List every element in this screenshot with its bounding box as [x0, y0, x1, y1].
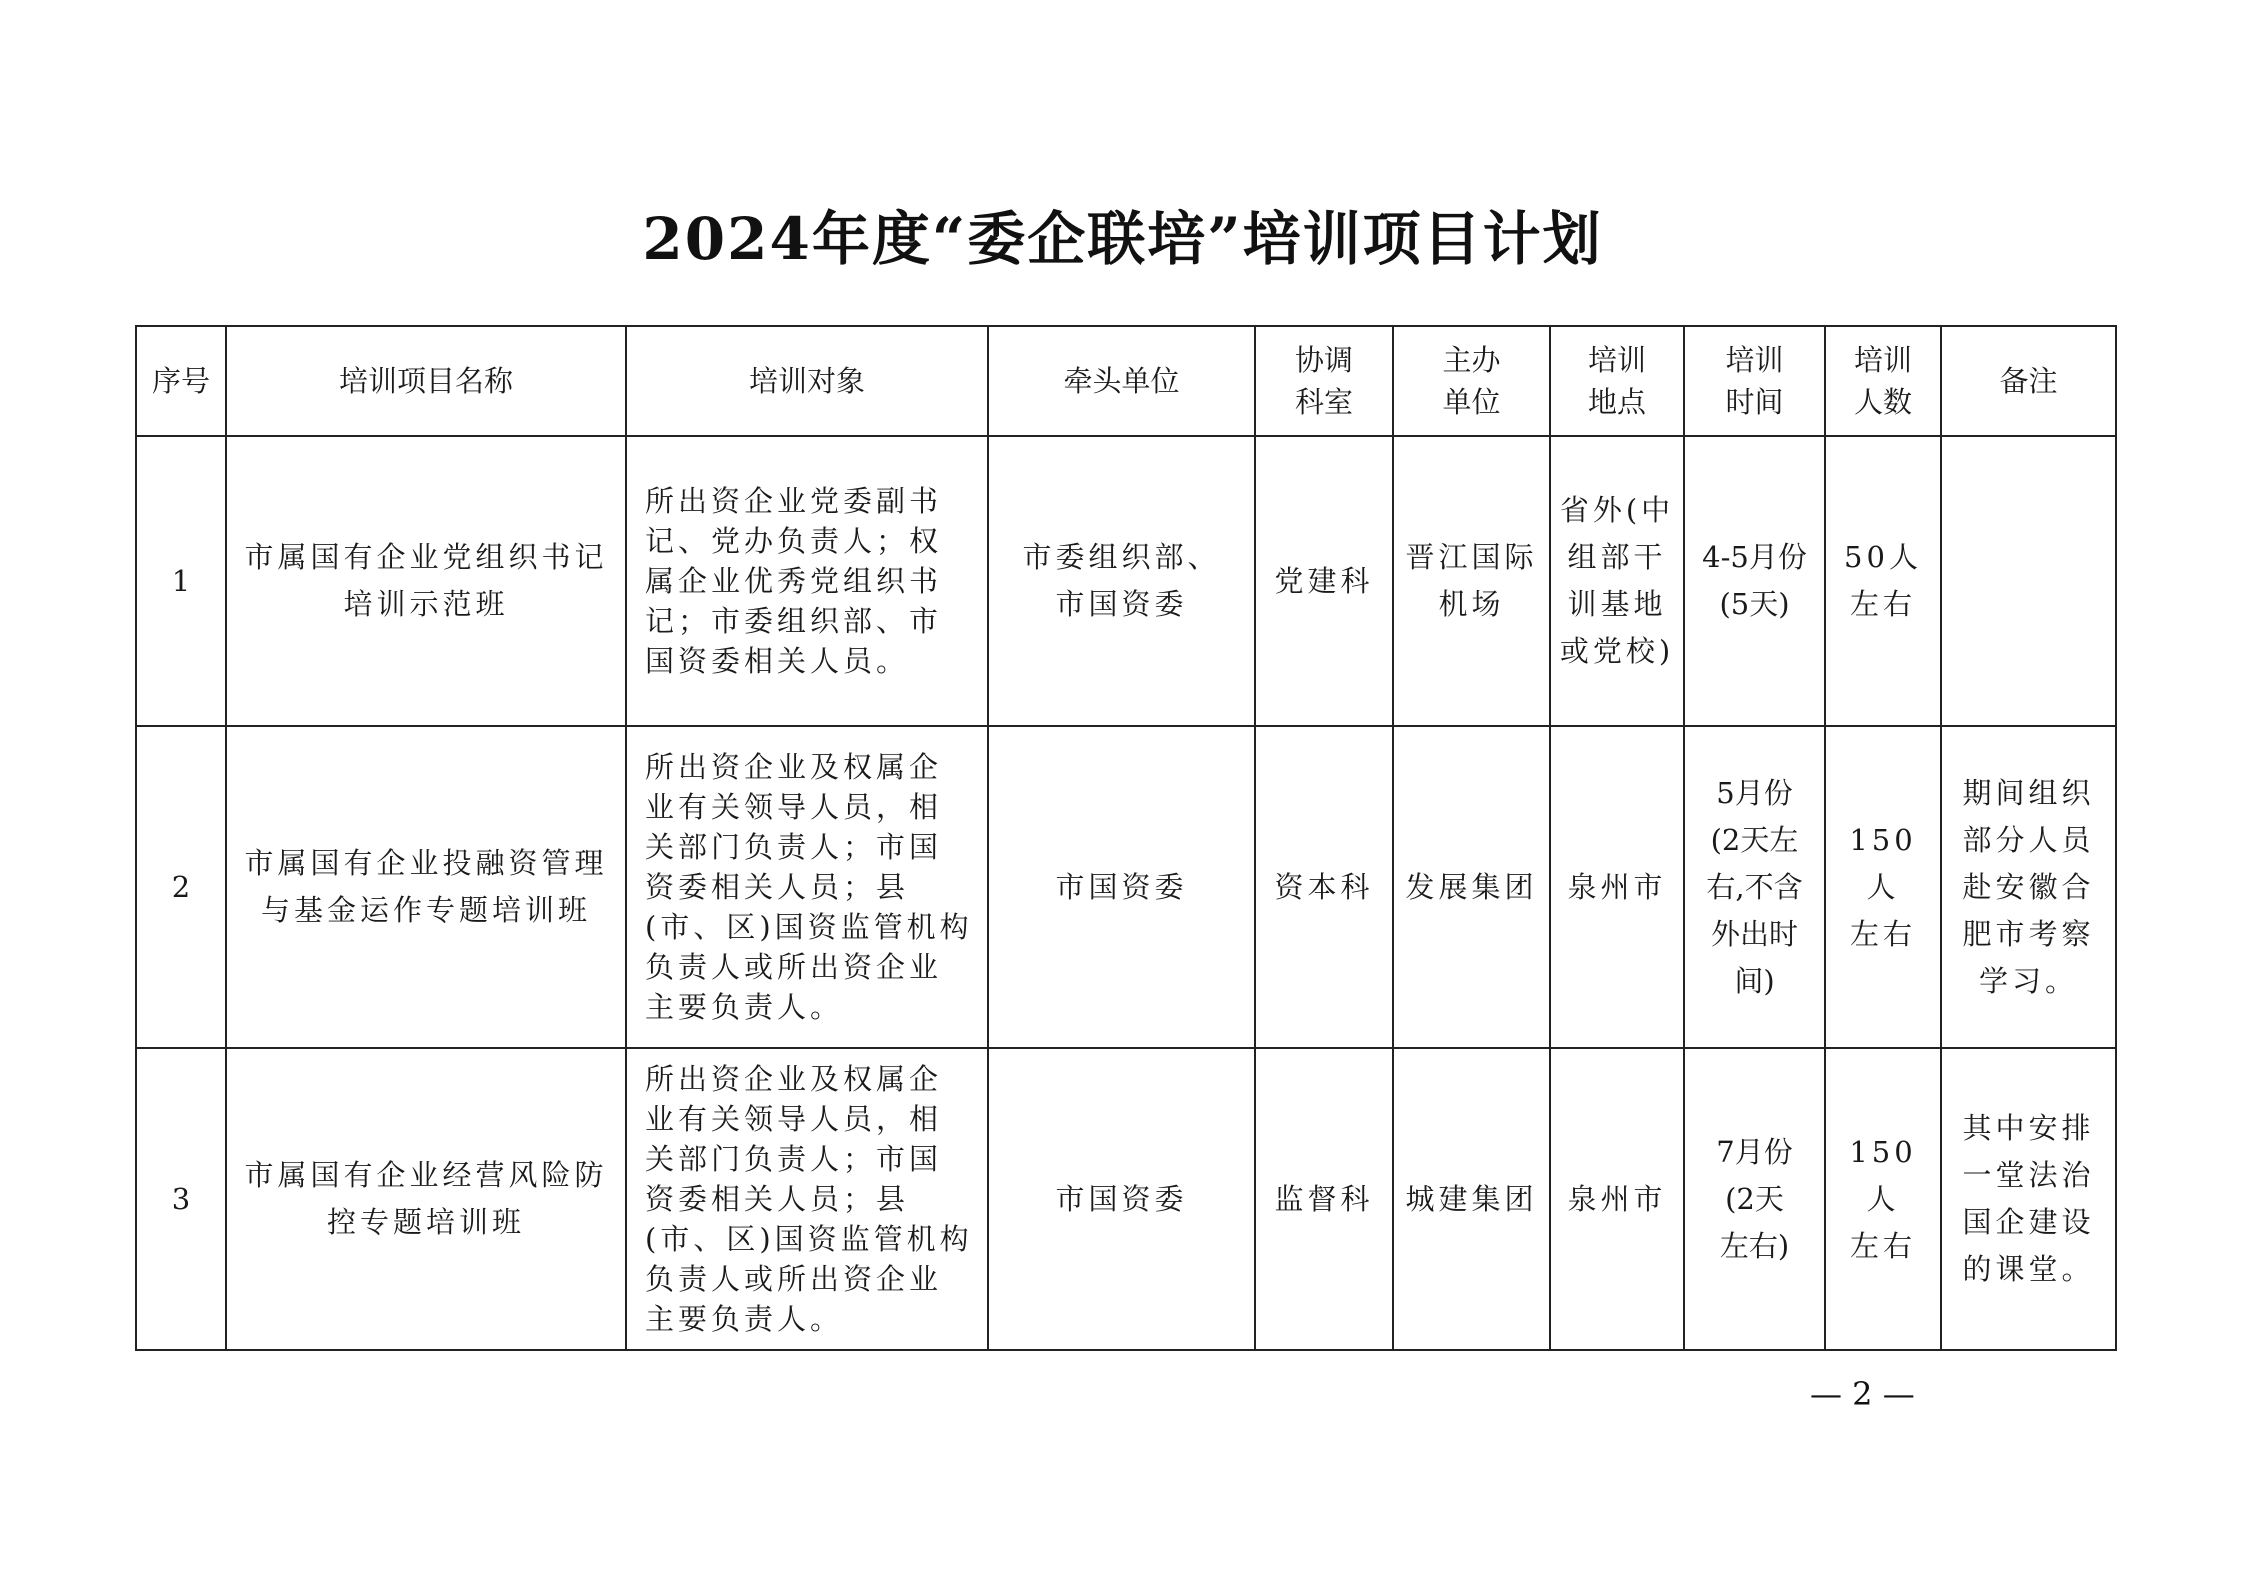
cell-note: [1941, 436, 2116, 726]
cell-host: 晋江国际 机场: [1393, 436, 1550, 726]
cell-location: 泉州市: [1550, 726, 1684, 1048]
table-header-row: [136, 326, 2116, 436]
table-row: [136, 726, 2116, 1048]
page-title: 2024年度“委企联培”培训项目计划: [642, 205, 1603, 273]
cell-dept: 党建科: [1255, 436, 1393, 726]
cell-target: 所出资企业及权属企业有关领导人员，相关部门负责人；市国资委相关人员；县(市、区)国资监管机构负责人或所出资企业主要负责人。: [626, 1048, 988, 1350]
cell-note: 期间组织 部分人员 赴安徽合 肥市考察 学习。: [1941, 726, 2116, 1048]
cell-name: 市属国有企业党组织书记 培训示范班: [226, 436, 626, 726]
cell-location: 省外(中 组部干 训基地 或党校): [1550, 436, 1684, 726]
cell-people: 50人 左右: [1825, 436, 1941, 726]
cell-note: 其中安排 一堂法治 国企建设 的课堂。: [1941, 1048, 2116, 1350]
header-cell-note: 备注: [1941, 326, 2116, 436]
cell-no: 1: [136, 436, 226, 726]
header-cell-name: 培训项目名称: [226, 326, 626, 436]
cell-no: 3: [136, 1048, 226, 1350]
header-cell-people: 培训 人数: [1825, 326, 1941, 436]
cell-people: 150人 左右: [1825, 726, 1941, 1048]
cell-dept: 监督科: [1255, 1048, 1393, 1350]
cell-host: 城建集团: [1393, 1048, 1550, 1350]
header-cell-target: 培训对象: [626, 326, 988, 436]
header-cell-time: 培训 时间: [1684, 326, 1825, 436]
cell-location: 泉州市: [1550, 1048, 1684, 1350]
cell-lead: 市委组织部、 市国资委: [988, 436, 1255, 726]
page-number: — 2 —: [1810, 1375, 1915, 1413]
training-plan-table: [135, 325, 2117, 1351]
cell-time: 7月份 (2天 左右): [1684, 1048, 1825, 1350]
cell-name: 市属国有企业投融资管理 与基金运作专题培训班: [226, 726, 626, 1048]
cell-people: 150人 左右: [1825, 1048, 1941, 1350]
table-row: [136, 436, 2116, 726]
cell-host: 发展集团: [1393, 726, 1550, 1048]
cell-target: 所出资企业及权属企业有关领导人员，相关部门负责人；市国资委相关人员；县(市、区)国资监管机构负责人或所出资企业主要负责人。: [626, 726, 988, 1048]
cell-time: 5月份 (2天左 右,不含 外出时 间): [1684, 726, 1825, 1048]
header-cell-host: 主办 单位: [1393, 326, 1550, 436]
cell-dept: 资本科: [1255, 726, 1393, 1048]
header-cell-dept: 协调 科室: [1255, 326, 1393, 436]
cell-lead: 市国资委: [988, 1048, 1255, 1350]
cell-name: 市属国有企业经营风险防 控专题培训班: [226, 1048, 626, 1350]
cell-time: 4-5月份 (5天): [1684, 436, 1825, 726]
header-cell-no: 序号: [136, 326, 226, 436]
header-cell-location: 培训 地点: [1550, 326, 1684, 436]
table-row: [136, 1048, 2116, 1350]
header-cell-lead: 牵头单位: [988, 326, 1255, 436]
cell-no: 2: [136, 726, 226, 1048]
cell-lead: 市国资委: [988, 726, 1255, 1048]
cell-target: 所出资企业党委副书记、党办负责人；权属企业优秀党组织书记；市委组织部、市国资委相关人员。: [626, 436, 988, 726]
